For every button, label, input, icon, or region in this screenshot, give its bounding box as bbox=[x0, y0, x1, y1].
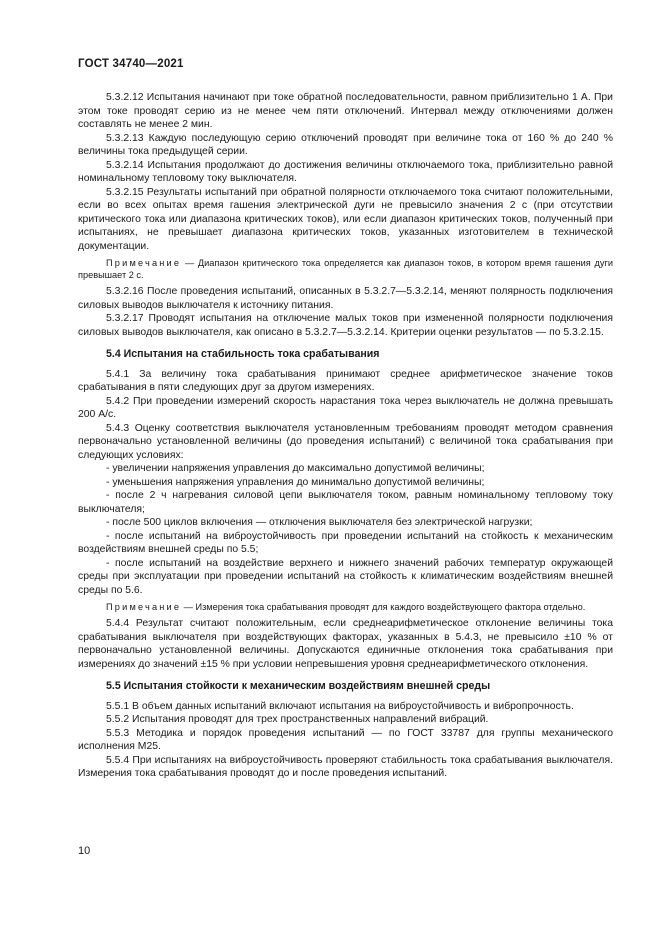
list-item: - увеличении напряжения управления до максимально допустимой величины; bbox=[106, 463, 485, 474]
paragraph: 5.4.4 Результат считают положительным, если среднеарифметическое отклонение величины тока срабатывания выключателя при воздействующих факторах, указанных в 5.4.3, не превысило ±10 % от первоначально установленной величины. Допускаются единичные отклонения тока срабатывания при измерениях до значений ±15 % при условии непревышения уровня среднеарифметического отклонения. bbox=[78, 618, 613, 670]
paragraph: 5.5.1 В объем данных испытаний включают испытания на виброустойчивость и вибропрочность. bbox=[106, 700, 574, 712]
note bbox=[78, 257, 613, 281]
paragraph: 5.5.3 Методика и порядок проведения испытаний — по ГОСТ 33787 для группы механического исполнения М25. bbox=[78, 727, 613, 752]
paragraph: 5.4.1 За величину тока срабатывания принимают среднее арифметическое значение токов срабатывания в пяти следующих друг за другом измерениях. bbox=[78, 368, 613, 393]
paragraph: 5.3.2.14 Испытания продолжают до достижения величины отключаемого тока, приблизительно равной номинальному тепловому току выключателя. bbox=[78, 159, 613, 184]
paragraph: 5.3.2.13 Каждую последующую серию отключений проводят при величине тока от 160 % до 240 % величины тока предыдущей серии. bbox=[78, 132, 613, 157]
paragraph: 5.4.2 При проведении измерений скорость нарастания тока через выключатель не должна превышать 200 А/с. bbox=[78, 395, 613, 420]
paragraph: 5.5.2 Испытания проводят для трех пространственных направлений вибраций. bbox=[106, 714, 489, 725]
paragraph: 5.3.2.16 После проведения испытаний, описанных в 5.3.2.7—5.3.2.14, меняют полярность подключения силовых выводов выключателя к источнику питания. bbox=[78, 286, 613, 311]
list-item: - после 2 ч нагревания силовой цепи выключателя током, равным номинальному тепловому току выключателя; bbox=[78, 490, 613, 515]
document-body bbox=[78, 91, 613, 781]
paragraph: 5.3.2.12 Испытания начинают при токе обратной последовательности, равном приблизительно 1 А. При этом токе проводят серию из не менее чем пяти отключений. Интервал между отключениями должен составлять не менее 2 мин. bbox=[78, 92, 613, 130]
note-label: Примечание bbox=[106, 602, 182, 612]
section-heading: 5.5 Испытания стойкости к механическим воздействиям внешней среды bbox=[106, 680, 491, 692]
note-text: — Диапазон критического тока определяется как диапазон токов, в котором время гашения дуги превышает 2 с. bbox=[78, 258, 613, 280]
paragraph: 5.4.3 Оценку соответствия выключателя установленным требованиям проводят методом сравнения первоначально установленной величины (до проведения испытаний) с величиной тока срабатывания при следующих условиях: bbox=[78, 422, 613, 461]
note-label: Примечание bbox=[106, 258, 182, 268]
paragraph: 5.3.2.17 Проводят испытания на отключение малых токов при измененной полярности подключения силовых выводов выключателя, как описано в 5.3.2.7—5.3.2.14. Критерии оценки результатов — по 5.3.2.15. bbox=[78, 313, 613, 338]
list-item: - после испытаний на виброустойчивость при проведении испытаний на стойкость к механическим воздействиям внешней среды по 5.5; bbox=[78, 530, 613, 555]
note-text: — Измерения тока срабатывания проводят для каждого воздействующего фактора отдельно. bbox=[183, 602, 586, 612]
document-header: ГОСТ 34740—2021 bbox=[78, 58, 184, 70]
note bbox=[78, 601, 613, 613]
list-item: - после 500 циклов включения — отключения выключателя без электрической нагрузки; bbox=[106, 517, 533, 528]
page-number: 10 bbox=[78, 845, 91, 857]
list-item: - после испытаний на воздействие верхнего и нижнего значений рабочих температур окружающей среды при эксплуатации при проведении испытаний на стойкость к климатическим воздействиям внешней среды по 5.6. bbox=[78, 557, 613, 596]
paragraph: 5.5.4 При испытаниях на виброустойчивость проверяют стабильность тока срабатывания выключателя. Измерения тока срабатывания проводят до и после проведения испытаний. bbox=[78, 754, 613, 779]
list-item: - уменьшения напряжения управления до минимально допустимой величины; bbox=[106, 476, 485, 488]
paragraph: 5.3.2.15 Результаты испытаний при обратной полярности отключаемого тока считают положительными, если во всех опытах время гашения электрической дуги не превысило значения 2 с (при отсутствии критического тока или диапазона критических токов), или если диапазон критических токов, полученный при испытаниях, не превышает диапазона критических токов, указанных изготовителем в технической документации. bbox=[78, 186, 613, 252]
section-heading: 5.4 Испытания на стабильность тока срабатывания bbox=[106, 348, 380, 360]
